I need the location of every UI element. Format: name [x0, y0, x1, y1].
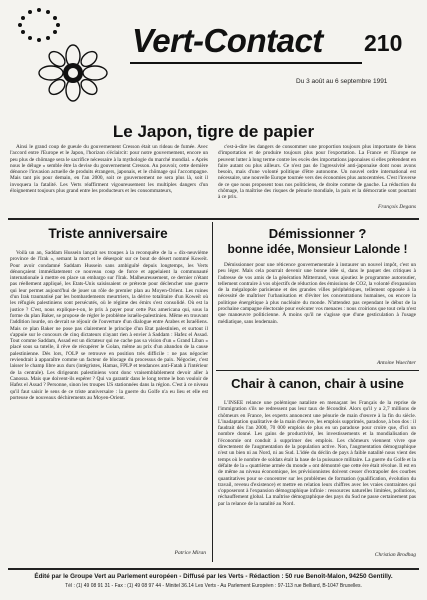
article4-headline: Chair à canon, chair à usine [231, 376, 404, 391]
article2-body: Voilà un an, Saddam Hussein lançait ses troupes à la reconquête de la « dix-neuvième province de l'Irak », semant la mort et le désespoir sur ce bout de désert nommé Koweït. Pour avoir condamné Saddam Hussein sans ambiguïté depuis longtemps, les Verts dénonçaient immédiatement ce nouveau coup de force et appelaient la communauté internationale à mettre en place un embargo sur l'Irak. Malheureusement, ce dernier n'étant pas réellement appliqué, les Etats-Unis saisissaient ce prétexte pour déclencher une guerre qui leur permet aujourd'hui de jouer un rôle de premier plan au Moyen-Orient. Les ruines d'un Irak traumatisé par les bombardements meurtriers, la dérive totalitaire d'un Koweït où les réfugiés palestiniens sont persécutés, où le régime des émirs s'est consolidé. Où est la justice ? C'est, nous explique-t-on, le prix à payer pour cette Pax americana qui, sous la forme du plan Baker, se propose de régler le problème israélo-palestinien. Même en trouvant l'addition lourde, on devrait se réjouir de l'ouverture d'un dialogue entre Arabes et Israéliens. Mais ce plan Baker ne pose pas clairement le principe d'un Etat palestinien, et surtout il s'appuie sur le concours de cinq dictateurs n'ayant rien à envier à Saddam : Hafez el Assad. Tout comme Saddam, Assad est un dictateur qui ne cache pas sa vision d'un « Grand Liban » placé sous sa tutelle, il rêve de récupérer le Golan, même au prix d'un abandon de la cause palestinienne. Dès lors, l'OLP se retrouve en position très difficile : ne pas négocier reviendrait à apparaître comme un facteur de blocage du processus de paix. Négocier, c'est laisser le champ libre aux durs (intégristes, Hamas, FPLP et tendances anti-Fatah à l'intérieur de la centrale). Les dirigeants palestiniens vont donc vraisemblablement devoir aller à Canossa. Mais que doivent-ils espérer ? Qui va garantir dans le long terme le bon vouloir de Hafez el Assad ? Personne, sinon les troupes US stationnées dans la région. C'est à ce niveau qu'il faut saisir le sens de ce triste anniversaire : la guerre du Golfe n'a eu lieu et elle est porteuse de nouveaux déchirements au Moyen-Orient. [10, 250, 208, 401]
title-underline [130, 62, 362, 64]
issue-number: 210 [364, 30, 403, 56]
column-divider [212, 222, 213, 562]
issue-dates: Du 3 août au 6 septembre 1991 [296, 78, 388, 85]
newsletter-page [8, 4, 419, 596]
article3-signature: Antoine Waechter [376, 360, 416, 366]
article2-headline: Triste anniversaire [48, 226, 168, 241]
footer-publisher: Édité par le Groupe Vert au Parlement européen - Diffusé par les Verts - Rédaction : 50 rue Benoît-Malon, 94250 Gentilly. [34, 573, 393, 580]
article3-divider [216, 370, 419, 371]
article3-headline-line2: bonne idée, Monsieur Lalonde ! [227, 242, 408, 256]
footer [8, 570, 419, 596]
footer-contact: Tél : (1) 49 08 91 31 - Fax : (1) 49 08 97 44 - Minitel 36.14 Les Verts - Au Parlement Européen : 97-113 rue Belliard, B-1047 Bruxelles. [65, 583, 362, 589]
article3-body: Démissionner pour une réticence gouvernementale à instaurer un nouvel impôt, c'est un peu léger. Mais cela pourrait devenir une bonne idée si, dans le paquet des critiques à l'adresse de vos amis de la génération Mitterrand, vous ajoutiez le programme autoroutier, tellement contraire à vos objectifs de réduction des émissions de CO2, la volonté d'expansion de la mégalopole parisienne et des grandes villes périphériques, tellement opposée à la nécessité de maîtriser l'urbanisation et d'éviter les concentrations humaines, ou encore la politique énergétique à plus nucléaire du monde. N'attendez pas cependant le début de la prochaine campagne électorale pour exécuter vos menaces : nous croirions que tout cela n'est que manœuvre politicienne. À moins qu'il ne s'agisse que d'une gesticulation à l'usage médiatique, sans lendemain. [218, 262, 416, 325]
article3-headline-line1: Démissionner ? [268, 226, 367, 241]
section-divider [8, 218, 419, 220]
article1-col1: Ainsi le grand coup de gueule du gouvernement Cresson était un rideau de fumée. Avec l'accord entre l'Europe et le Japon, l'horizon s'éclaircit: pour notre gouvernement, encore un peu plus de chômage sera le sacrifice nécessaire à la mythologie du marché mondial. « Après nous le déluge » semble être la devise du gouvernement Cresson. Au pouvoir, cette dernière dénonce l'invasion actuelle de produits étrangers, japonais, et le chômage qui l'accompagne. Mais tant pis pour demain, en l'an 2000, soit ce gouvernement ne sera plus là, soit il invoquera la fatalité. Les Verts réaffirment vigoureusement les multiples dangers d'un éloignement toujours plus grand entre les producteurs et les consommateurs, [10, 144, 208, 195]
sunflower-logo [30, 44, 116, 102]
article1-headline: Le Japon, tigre de papier [112, 122, 315, 141]
article4-body: L'INSEE relance une polémique nataliste en menaçant les Français de la reprise de l'immigration s'ils ne redressent pas leur taux de fécondité. Alors qu'il y a 2,7 millions de chômeurs en France, les experts annoncent une pénurie de main d'œuvre à la fin du siècle. L'inadaptation qualitative de la main d'œuvre, les emplois supprimés, paradoxe, à bon dos : il faudrait dès l'an 2000, 70 000 emplois de plus en un paradoxe pour croire que, d'ici un nombre donné. Les gains de productivité, les investissements et la mondialisation de l'économie ont conduit à supprimer des emplois. Les chômeurs viennent vivre que directement de l'augmentation de la population active. Non, l'augmentation démographique n'est un bien ni au Nord, ni au Sud. L'idée du déclin de pays à faible natalité nous vient des temps où le nombre de soldats était la base de la puissance militaire. La guerre du Golfe et la défaite de la « quatrième armée du monde » ont démontré que cette ère était révolue. Il est en de même au niveau économique, les prévisionnistes doivent cesser d'extrapoler des courbes quantitatives pour se concentrer sur les problèmes de formation (qualification, évolution du travail, revenu d'existence) et mettre en relation leurs chiffres avec les vraies contraintes qui s'opposeront à l'expansion démographique infinie : ressources naturelles limitées, pollutions, réchauffement global. La maîtrise démographique des pays du Sud ne passe certainement pas par la relance de la natalité au Nord. [218, 400, 416, 507]
eu-stars-logo [8, 4, 70, 46]
masthead [8, 4, 419, 100]
article2-signature: Patrice Miran [174, 550, 206, 556]
newsletter-title: Vert-Contact [132, 22, 323, 59]
article1-signature: François Degans [377, 204, 416, 210]
article1-col2: c'est-à-dire les dangers de consommer une proportion toujours plus importante de biens d'importation et de produire toujours plus pour l'exportation. La France et l'Europe ne peuvent lutter à long terme contre les excès des importations japonaises si elles prétendent en faire autant ou plus ailleurs. Ce n'est pas de l'agressivité anti-japonaise dont nous avons besoin, mais d'une volonté politique d'être autonome. Un nouvel ordre international est nécessaire, une nouvelle Europe tournée vers des économies plus autocentrées. C'est l'inverse de ce que nous proposent tous nos politiciens, de droite comme de gauche. La réduction du chômage, la maîtrise des risques de pénurie mondiale, la paix et la démocratie sont pourtant à ce prix. [218, 144, 416, 200]
article4-signature: Christian Brodhag [374, 552, 416, 558]
